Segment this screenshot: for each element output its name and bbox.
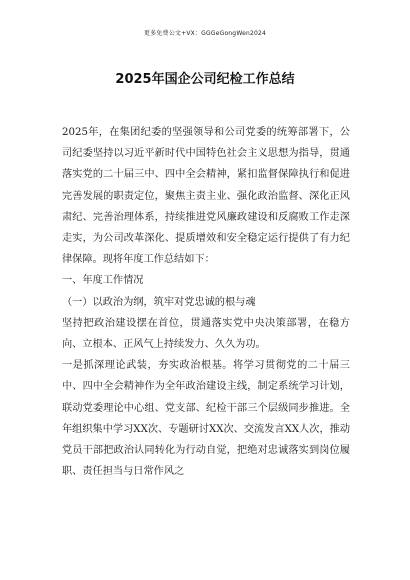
- document-body: [62, 122, 350, 482]
- subsection-heading: （一）以政治为纲，筑牢对党忠诚的根与魂: [62, 296, 256, 308]
- page-header-note: 更多免费公文+VX：GGGeGongWen2024: [143, 30, 267, 37]
- document-title: 2025年国企公司纪检工作总结: [115, 72, 295, 87]
- paragraph-political-building: 坚持把政治建设摆在首位，贯通落实党中央决策部署，在稳方向、立根本、正风气上持续发力、久久为功。: [62, 317, 350, 351]
- section-heading: 一、年度工作情况: [62, 275, 144, 287]
- paragraph-theory-study: 一是抓深理论武装，夯实政治根基。将学习贯彻党的二十届三中、四中全会精神作为全年政治建设主线，制定系统学习计划，联动党委理论中心组、党支部、纪检干部三个层级同步推进。全年组织集中学习XX次、专题研讨XX次、交流发言XX人次，推动党员干部把政治认同转化为行动自觉，把绝对忠诚落实到岗位履职、责任担当与日常作风之: [62, 360, 351, 478]
- paragraph-intro: 2025年，在集团纪委的坚强领导和公司党委的统筹部署下，公司纪委坚持以习近平新时代中国特色社会主义思想为指导，贯通落实党的二十届三中、四中全会精神，紧扣监督保障执行和促进完善发展的职责定位，聚焦主责主业、强化政治监督、深化正风肃纪、完善治理体系，持续推进党风廉政建设和反腐败工作走深走实，为公司改革深化、提质增效和安全稳定运行提供了有力纪律保障。现将年度工作总结如下：: [62, 127, 350, 266]
